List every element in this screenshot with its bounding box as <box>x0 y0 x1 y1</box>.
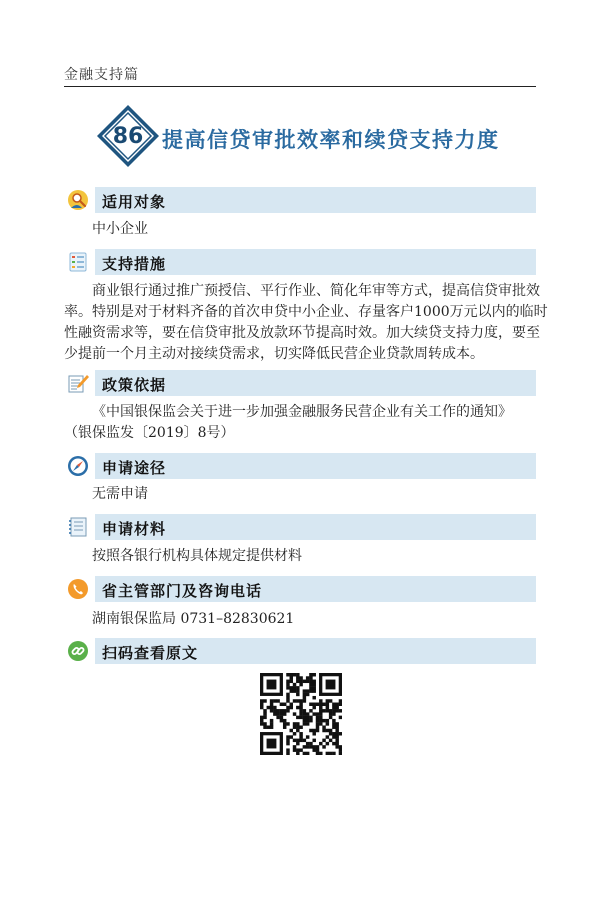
compass-icon <box>67 455 89 477</box>
section-bar-qrcode <box>64 638 536 664</box>
content-line: （银保监发〔2019〕8号） <box>64 425 235 441</box>
bar-divider <box>92 576 95 602</box>
content-line: 性融资需求等，要在信贷审批及放款环节提高时效。加大续贷支持力度，要至 <box>64 325 540 341</box>
section-content-contact <box>64 609 536 630</box>
bar-divider <box>92 249 95 275</box>
section-label: 申请材料 <box>102 520 167 538</box>
qr-code-icon <box>260 673 342 755</box>
icon-box <box>64 249 92 275</box>
badge-number: 86 <box>112 123 144 149</box>
bar-divider <box>92 514 95 540</box>
header-rule <box>64 86 536 87</box>
page-title: 提高信贷审批效率和续贷支持力度 <box>162 127 500 152</box>
section-label: 申请途径 <box>102 459 167 477</box>
content-line: 商业银行通过推广预授信、平行作业、简化年审等方式，提高信贷审批效 <box>92 283 540 299</box>
section-bar-materials <box>64 514 536 540</box>
section-content-measures <box>64 281 548 365</box>
person-search-icon <box>67 189 89 211</box>
icon-box <box>64 370 92 396</box>
section-label: 扫码查看原文 <box>102 644 199 662</box>
section-bar-contact <box>64 576 536 602</box>
content-line: 无需申请 <box>92 486 148 502</box>
notebook-icon <box>67 516 89 538</box>
icon-box <box>64 187 92 213</box>
link-icon <box>67 640 89 662</box>
section-content-channel <box>64 484 536 505</box>
section-content-policy <box>64 402 536 444</box>
section-label: 支持措施 <box>102 255 167 273</box>
bar-divider <box>92 638 95 664</box>
qr-code[interactable] <box>260 673 342 759</box>
running-header: 金融支持篇 <box>64 67 139 83</box>
title-block <box>96 104 536 174</box>
icon-box <box>64 576 92 602</box>
bar-divider <box>92 453 95 479</box>
section-content-materials <box>64 546 536 567</box>
icon-box <box>64 514 92 540</box>
section-content-target <box>64 219 536 240</box>
section-label: 政策依据 <box>102 376 167 394</box>
checklist-icon <box>67 251 89 273</box>
content-line: 率。特别是对于材料齐备的首次申贷中小企业、存量客户1000万元以内的临时 <box>64 304 548 320</box>
icon-box <box>64 453 92 479</box>
phone-icon <box>67 578 89 600</box>
section-bar-channel <box>64 453 536 479</box>
section-label: 适用对象 <box>102 193 167 211</box>
content-line: 少提前一个月主动对接续贷需求，切实降低民营企业贷款周转成本。 <box>64 346 484 362</box>
section-label: 省主管部门及咨询电话 <box>102 582 263 600</box>
content-line: 按照各银行机构具体规定提供材料 <box>92 548 302 564</box>
content-line: 中小企业 <box>92 221 148 237</box>
section-bar-measures <box>64 249 536 275</box>
content-line: 湖南银保监局 0731–82830621 <box>92 611 295 627</box>
bar-divider <box>92 370 95 396</box>
section-bar-target <box>64 187 536 213</box>
document-pencil-icon <box>67 372 89 394</box>
bar-divider <box>92 187 95 213</box>
icon-box <box>64 638 92 664</box>
number-badge <box>96 104 160 168</box>
content-line: 《中国银保监会关于进一步加强金融服务民营企业有关工作的通知》 <box>92 404 512 420</box>
section-bar-policy <box>64 370 536 396</box>
